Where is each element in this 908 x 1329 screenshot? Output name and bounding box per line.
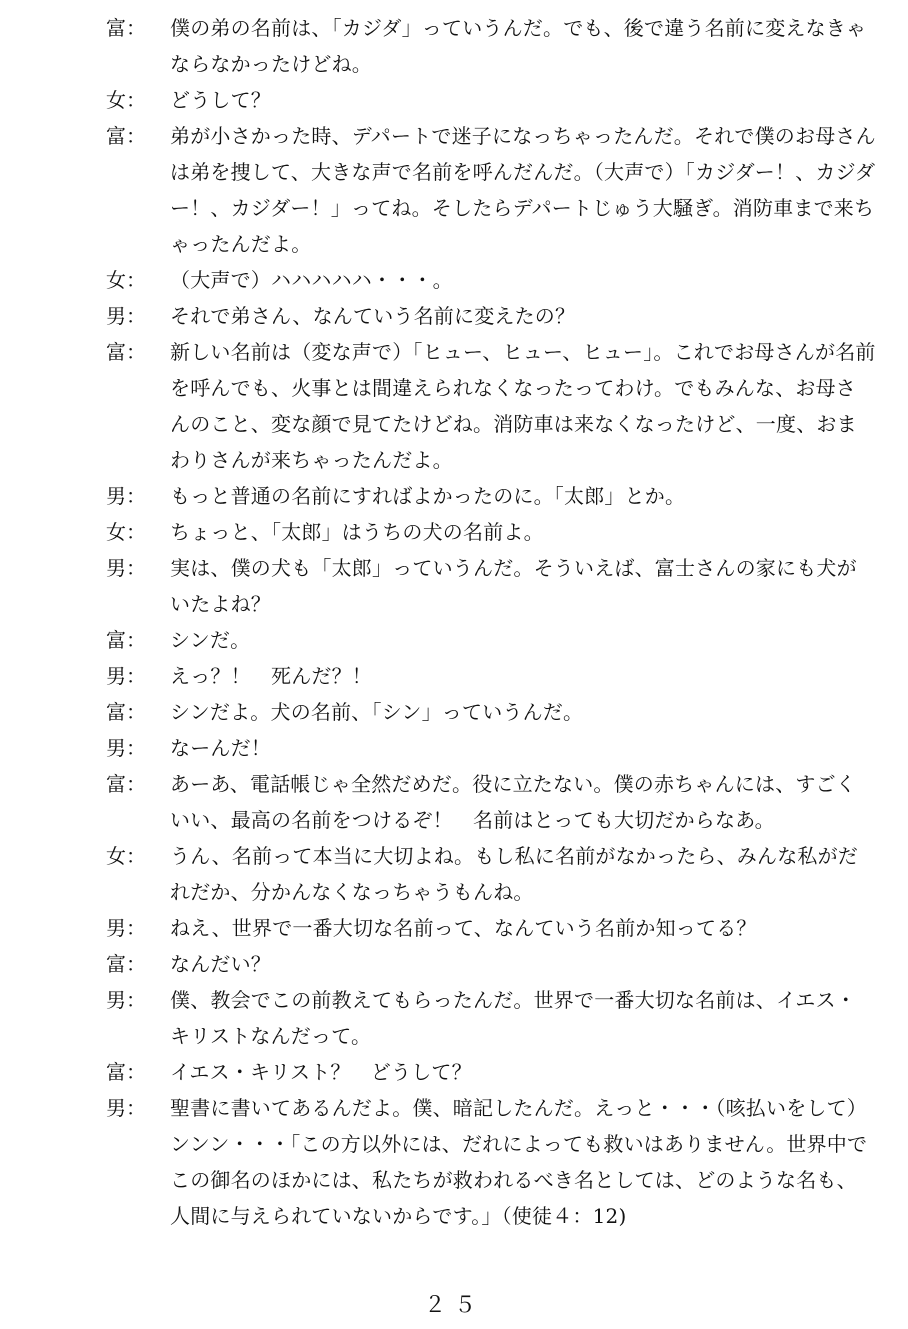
dialogue-line: [106, 478, 876, 514]
dialogue-text: 実は、僕の犬も「太郎」っていうんだ。そういえば、富士さんの家にも犬がいたよね？: [170, 556, 857, 616]
speaker-label: 男：: [106, 304, 146, 328]
dialogue-line: [106, 298, 876, 334]
dialogue-line: [106, 622, 876, 658]
speaker-label: 男：: [106, 1096, 146, 1120]
dialogue-text: ねえ、世界で一番大切な名前って、なんていう名前か知ってる？: [170, 916, 757, 940]
dialogue-line: [106, 658, 876, 694]
speaker-label: 富：: [106, 124, 146, 148]
dialogue-line: [106, 730, 876, 766]
dialogue-line: [106, 694, 876, 730]
dialogue-text: 僕の弟の名前は、「カジダ」っていうんだ。でも、後で違う名前に変えなきゃならなかったけどね。: [170, 16, 867, 76]
dialogue-line: [106, 514, 876, 550]
speaker-label: 富：: [106, 700, 146, 724]
speaker-label: 富：: [106, 952, 146, 976]
dialogue-text: それで弟さん、なんていう名前に変えたの？: [170, 304, 576, 328]
speaker-label: 女：: [106, 88, 146, 112]
dialogue-text: うん、名前って本当に大切よね。もし私に名前がなかったら、みんな私がだれだか、分かんなくなっちゃうもんね。: [170, 844, 858, 904]
dialogue-line: [106, 1090, 876, 1234]
speaker-label: 男：: [106, 988, 146, 1012]
dialogue-text: どうして？: [170, 88, 271, 112]
dialogue-text: なんだい？: [170, 952, 271, 976]
speaker-label: 富：: [106, 340, 146, 364]
speaker-label: 富：: [106, 1060, 146, 1084]
dialogue-text: イエス・キリスト？ どうして？: [170, 1060, 472, 1084]
speaker-label: 男：: [106, 664, 146, 688]
dialogue-text: （大声で）ハハハハハ・・・。: [170, 268, 453, 292]
dialogue-text: 聖書に書いてあるんだよ。僕、暗記したんだ。えっと・・・（咳払いをして）ンンン・・・「この方以外には、だれによっても救いはありません。世界中でこの御名のほかには、私たちが救われるべき名としては、どのような名も、人間に与えられていないからです。」（使徒４：12): [170, 1096, 868, 1228]
speaker-label: 富：: [106, 628, 146, 652]
dialogue-text: シンだ。: [170, 628, 251, 652]
dialogue-text: もっと普通の名前にすればよかったのに。「太郎」とか。: [170, 484, 686, 508]
dialogue-text: シンだよ。犬の名前、「シン」っていうんだ。: [170, 700, 584, 724]
dialogue-line: [106, 550, 876, 622]
dialogue-line: [106, 262, 876, 298]
dialogue-line: [106, 766, 876, 838]
dialogue-text: なーんだ！: [170, 736, 271, 760]
speaker-label: 女：: [106, 844, 146, 868]
page-number: ２５: [423, 1293, 484, 1318]
dialogue-line: [106, 118, 876, 262]
dialogue-text: 弟が小さかった時、デパートで迷子になっちゃったんだ。それで僕のお母さんは弟を捜して、大きな声で名前を呼んだんだ。（大声で）「カジダー！、カジダー！、カジダー！」ってね。そしたらデパートじゅう大騒ぎ。消防車まで来ちゃったんだよ。: [170, 124, 876, 256]
dialogue-text: えっ？！ 死んだ？！: [170, 664, 372, 688]
dialogue-line: [106, 334, 876, 478]
dialogue-line: [106, 946, 876, 982]
dialogue-line: [106, 82, 876, 118]
dialogue-line: [106, 10, 876, 82]
speaker-label: 男：: [106, 556, 146, 580]
speaker-label: 男：: [106, 736, 146, 760]
dialogue-line: [106, 1054, 876, 1090]
dialogue-block: [106, 10, 876, 1234]
speaker-label: 女：: [106, 520, 146, 544]
speaker-label: 女：: [106, 268, 146, 292]
speaker-label: 富：: [106, 16, 146, 40]
dialogue-text: あーあ、電話帳じゃ全然だめだ。役に立たない。僕の赤ちゃんには、すごくいい、最高の名前をつけるぞ！ 名前はとっても大切だからなあ。: [170, 772, 856, 832]
speaker-label: 富：: [106, 772, 146, 796]
speaker-label: 男：: [106, 484, 146, 508]
dialogue-line: [106, 838, 876, 910]
speaker-label: 男：: [106, 916, 146, 940]
dialogue-text: 僕、教会でこの前教えてもらったんだ。世界で一番大切な名前は、イエス・キリストなんだって。: [170, 988, 856, 1048]
dialogue-text: ちょっと、「太郎」はうちの犬の名前よ。: [170, 520, 544, 544]
dialogue-text: 新しい名前は（変な声で）「ヒュー、ヒュー、ヒュー」。これでお母さんが名前を呼んでも、火事とは間違えられなくなったってわけ。でもみんな、お母さんのこと、変な顔で見てたけどね。消防車は来なくなったけど、一度、おまわりさんが来ちゃったんだよ。: [170, 340, 876, 472]
dialogue-line: [106, 910, 876, 946]
dialogue-line: [106, 982, 876, 1054]
